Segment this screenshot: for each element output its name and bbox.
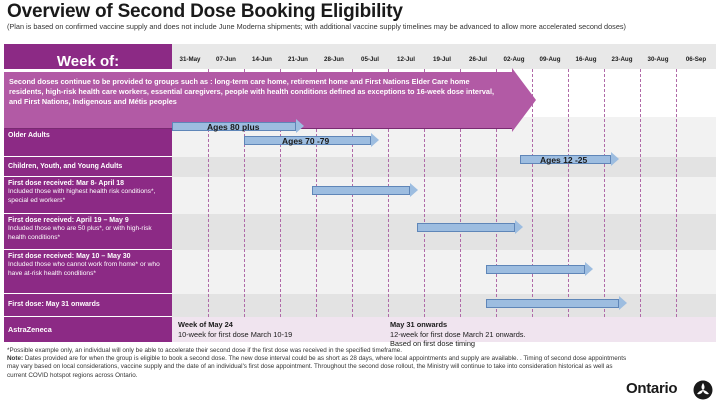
ontario-logo-text: Ontario xyxy=(626,380,678,397)
date-label: 26-Jul xyxy=(469,56,487,63)
week-gridline xyxy=(676,69,677,317)
row-detail: Included those with highest health risk conditions*, special ed workers* xyxy=(8,188,156,204)
row-may31-body xyxy=(172,294,716,318)
date-label: 02-Aug xyxy=(503,56,525,63)
week-gridline xyxy=(568,69,569,317)
trillium-icon xyxy=(693,380,713,400)
astra-left-text: 10-week for first dose March 10-19 xyxy=(178,329,293,339)
row-may31-label xyxy=(4,294,172,317)
date-label: 06-Sep xyxy=(685,56,707,63)
arrow-label: Ages 80 plus xyxy=(207,122,260,132)
row-detail: Included those who are 50 plus*, or with high-risk health conditions* xyxy=(8,225,152,241)
date-label: 07-Jun xyxy=(216,56,236,63)
astra-left-title: Week of May 24 xyxy=(178,320,233,329)
date-label: 05-Jul xyxy=(361,56,379,63)
row-may10-body xyxy=(172,250,716,295)
row-children-label xyxy=(4,157,172,177)
date-label: 23-Aug xyxy=(611,56,633,63)
footnote-note xyxy=(7,355,627,380)
arrow-label: Ages 70 -79 xyxy=(282,136,330,146)
timeline-arrow-mar8 xyxy=(312,186,410,195)
row-title: First dose received: Mar 8- April 18 xyxy=(8,180,125,187)
astrazeneca-label: AstraZeneca xyxy=(4,317,172,342)
row-title: First dose: May 31 onwards xyxy=(8,301,100,308)
date-label: 16-Aug xyxy=(575,56,597,63)
page-title: Overview of Second Dose Booking Eligibility xyxy=(7,1,403,22)
week-gridline xyxy=(604,69,605,317)
row-may10-label xyxy=(4,250,172,294)
timeline-arrow-may31 xyxy=(486,299,619,308)
timeline-arrow-apr19 xyxy=(417,223,515,232)
banner-text: Second doses continue to be provided to groups such as : long-term care home, retirement home and First Nations Elder Care home residents, high-risk health care workers, essential caregivers, people with health conditions defined as exceptions to 16-week dose interval, and First Nations, Indigenous and Métis peoples xyxy=(9,77,494,106)
note-label: Note: xyxy=(7,355,24,363)
row-apr19-label xyxy=(4,214,172,250)
week-gridline xyxy=(640,69,641,317)
row-children-body xyxy=(172,157,716,178)
footnotes xyxy=(7,347,627,380)
astra-right-title: May 31 onwards xyxy=(390,320,448,329)
row-title: Older Adults xyxy=(8,132,50,139)
timeline-arrow-may10 xyxy=(486,265,585,274)
date-label: 09-Aug xyxy=(539,56,561,63)
date-label: 12-Jul xyxy=(397,56,415,63)
row-title: Children, Youth, and Young Adults xyxy=(8,163,123,170)
astra-right xyxy=(390,320,526,349)
note-text: Dates provided are for when the group is eligible to book a second dose. The new dose interval could be as short as 28 days, where local appointments and supply are available. . Timing of second dose appointments may vary based on local considerations, vaccine supply and the date of an individual's first dose appointment. Throughout the second dose rollout, the Ministry will continue to take into consideration historical as well as current COVID hotspot regions across Ontario. xyxy=(7,355,627,379)
row-detail: Included those who cannot work from home* or who have at-risk health conditions* xyxy=(8,261,160,277)
row-title: First dose received: May 10 – May 30 xyxy=(8,253,131,260)
astra-right-text1: 12-week for first dose March 21 onwards. xyxy=(390,329,526,339)
astra-left xyxy=(178,320,292,339)
banner-arrowhead xyxy=(512,68,536,132)
row-apr19-body xyxy=(172,214,716,251)
date-header xyxy=(172,44,716,69)
astra-right-text2: Based on first dose timing xyxy=(390,339,476,348)
row-mar8-body xyxy=(172,177,716,215)
astrazeneca-body xyxy=(172,317,716,348)
footnote-asterisk: *Possible example only, an individual will only be able to accelerate their second dose if the first dose was received in the specified timeframe. xyxy=(7,347,403,354)
row-title: First dose received: April 19 – May 9 xyxy=(8,217,129,224)
arrow-label: Ages 12 -25 xyxy=(540,155,588,165)
week-label: Week of: xyxy=(56,53,120,70)
eligibility-timeline xyxy=(4,44,716,348)
page-subtitle: (Plan is based on confirmed vaccine supply and does not include June Moderna shipments; with additional vaccine supply timelines may be advanced to allow more accelerated second doses) xyxy=(7,22,626,31)
date-label: 14-Jun xyxy=(252,56,272,63)
date-label: 19-Jul xyxy=(433,56,451,63)
row-mar8-label xyxy=(4,177,172,214)
date-label: 21-Jun xyxy=(288,56,308,63)
date-label: 30-Aug xyxy=(647,56,669,63)
date-label: 31-May xyxy=(179,56,201,63)
date-label: 28-Jun xyxy=(324,56,344,63)
